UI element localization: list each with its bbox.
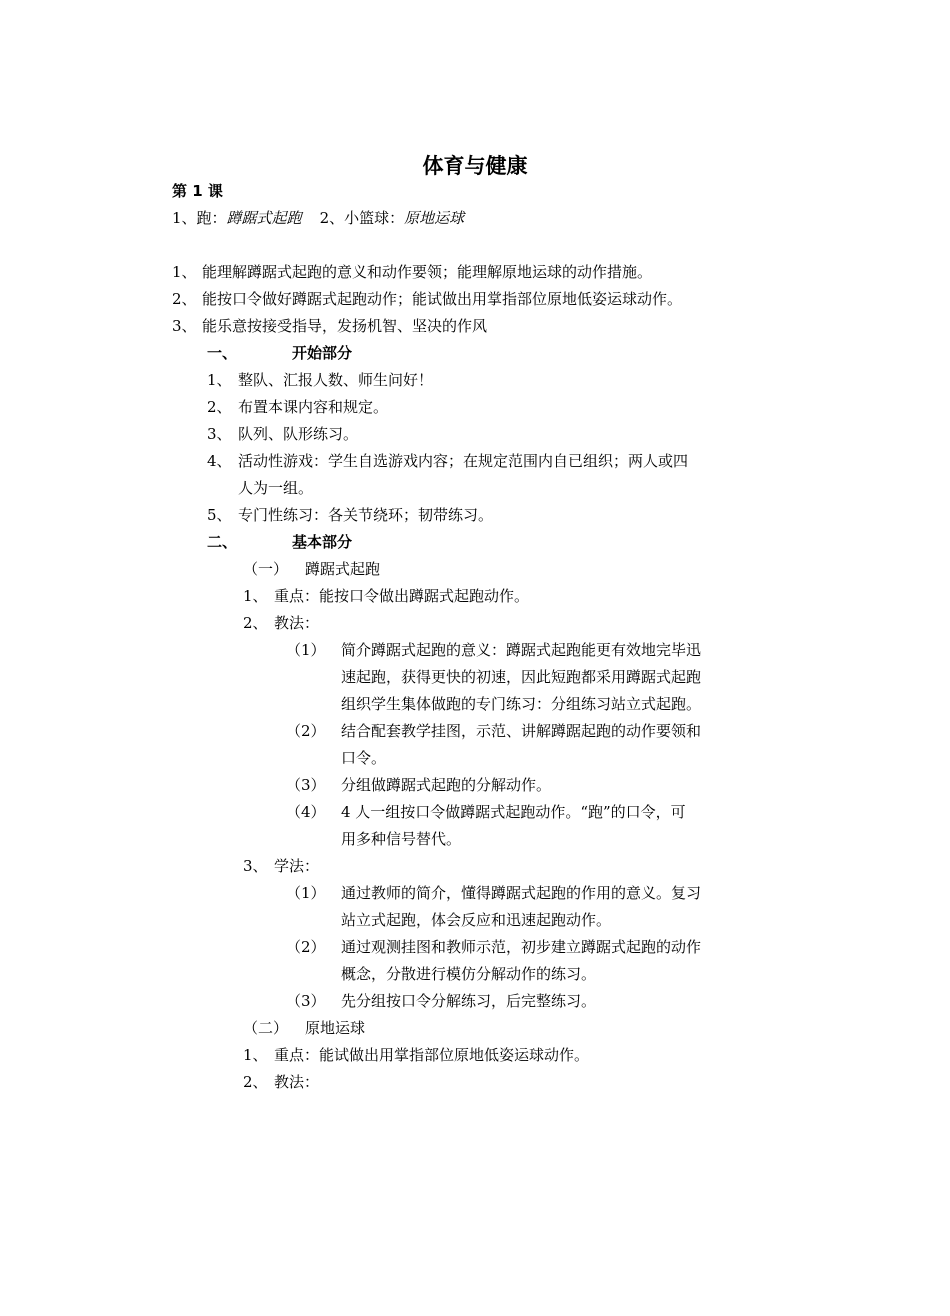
learn-item-line: 概念，分散进行模仿分解动作的练习。 <box>341 965 597 983</box>
part-1-item-number: 5、 <box>207 506 232 524</box>
part-1-number: 一、 <box>207 344 238 362</box>
section-1-learn-label: 学法： <box>274 857 320 875</box>
part-1-item-number: 3、 <box>207 425 232 443</box>
teach-item-number: （2） <box>286 722 326 740</box>
part-1-item-text: 整队、汇报人数、师生问好！ <box>238 371 434 389</box>
part-2-heading: 基本部分 <box>292 533 353 551</box>
part-1-item-number: 4、 <box>207 452 232 470</box>
learn-item-line: 站立式起跑，体会反应和迅速起跑动作。 <box>341 911 612 929</box>
objective-number: 2、 <box>172 290 197 308</box>
document-title: 体育与健康 <box>422 154 528 178</box>
objective-number: 1、 <box>172 263 197 281</box>
part-1-item-number: 2、 <box>207 398 232 416</box>
teach-item-number: （3） <box>286 776 326 794</box>
topic-1-number: 1、跑： <box>172 209 227 227</box>
teach-item-number: （1） <box>286 641 326 659</box>
part-1-item-text: 专门性练习：各关节绕环；韧带练习。 <box>238 506 494 524</box>
teach-item-line: 速起跑，获得更快的初速，因此短跑都采用蹲踞式起跑 <box>341 668 702 686</box>
part-1-item-text: 布置本课内容和规定。 <box>238 398 389 416</box>
section-1-learn-number: 3、 <box>243 857 268 875</box>
section-2-title: 原地运球 <box>305 1019 366 1037</box>
topics-line <box>172 208 464 228</box>
part-1-item-text: 队列、队形练习。 <box>238 425 359 443</box>
objective-number: 3、 <box>172 317 197 335</box>
section-1-teach-label: 教法： <box>274 614 320 632</box>
section-1-teach-number: 2、 <box>243 614 268 632</box>
teach-item-line: 分组做蹲踞式起跑的分解动作。 <box>341 776 552 794</box>
part-1-heading: 开始部分 <box>292 344 353 362</box>
learn-item-number: （2） <box>286 938 326 956</box>
part-1-item-number: 1、 <box>207 371 232 389</box>
learn-item-number: （3） <box>286 992 326 1010</box>
objective-text: 能按口令做好蹲踞式起跑动作；能试做出用掌指部位原地低姿运球动作。 <box>202 290 683 308</box>
learn-item-number: （1） <box>286 884 326 902</box>
section-2-key-text: 重点：能试做出用掌指部位原地低姿运球动作。 <box>274 1046 590 1064</box>
teach-item-line: 结合配套教学挂图，示范、讲解蹲踞起跑的动作要领和 <box>341 722 702 740</box>
learn-item-line: 通过教师的简介，懂得蹲踞式起跑的作用的意义。复习 <box>341 884 702 902</box>
topic-1-text: 蹲踞式起跑 <box>226 209 302 227</box>
part-1-item-text: 活动性游戏：学生自选游戏内容；在规定范围内自已组织；两人或四 <box>238 452 689 470</box>
topic-2-number: 2、小篮球： <box>319 209 405 227</box>
section-1-title: 蹲踞式起跑 <box>305 560 381 578</box>
lesson-label: 第 1 课 <box>172 182 223 200</box>
teach-item-line: 4 人一组按口令做蹲踞式起跑动作。“跑”的口令，可 <box>341 803 686 821</box>
teach-item-number: （4） <box>286 803 326 821</box>
teach-item-line: 组织学生集体做跑的专门练习：分组练习站立式起跑。 <box>341 695 702 713</box>
section-1-key-number: 1、 <box>243 587 268 605</box>
section-2-teach-label: 教法： <box>274 1073 320 1091</box>
part-1-item-text: 人为一组。 <box>238 479 314 497</box>
part-2-number: 二、 <box>207 533 238 551</box>
teach-item-line: 用多种信号替代。 <box>341 830 462 848</box>
section-2-number: （二） <box>243 1019 289 1037</box>
section-2-key-number: 1、 <box>243 1046 268 1064</box>
objective-text: 能乐意按接受指导，发扬机智、坚决的作风 <box>202 317 488 335</box>
teach-item-line: 口令。 <box>341 749 387 767</box>
learn-item-line: 通过观测挂图和教师示范，初步建立蹲踞式起跑的动作 <box>341 938 702 956</box>
learn-item-line: 先分组按口令分解练习，后完整练习。 <box>341 992 597 1010</box>
section-1-number: （一） <box>243 560 289 578</box>
section-2-teach-number: 2、 <box>243 1073 268 1091</box>
teach-item-line: 简介蹲踞式起跑的意义：蹲踞式起跑能更有效地完毕迅 <box>341 641 702 659</box>
section-1-key-text: 重点：能按口令做出蹲踞式起跑动作。 <box>274 587 530 605</box>
topic-2-text: 原地运球 <box>404 209 465 227</box>
objective-text: 能理解蹲踞式起跑的意义和动作要领；能理解原地运球的动作措施。 <box>202 263 653 281</box>
